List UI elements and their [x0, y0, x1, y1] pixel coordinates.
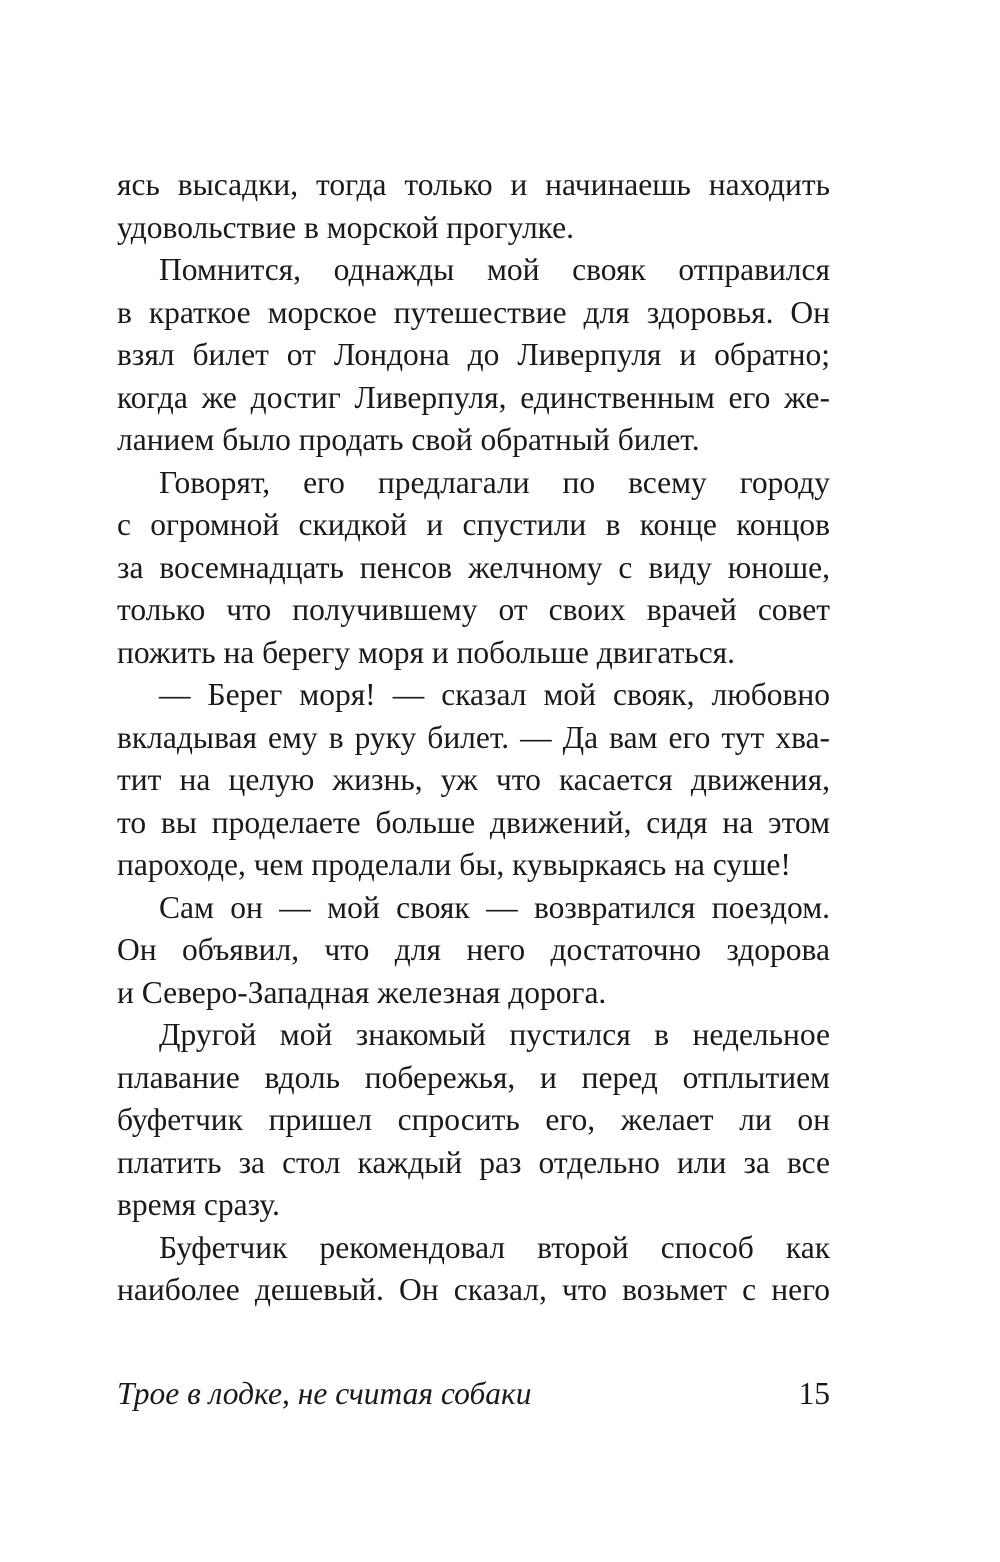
text-line: Говорят, его предлагали по всему городу — [159, 464, 830, 500]
text-line: Помнится, однажды мой свояк отправился — [159, 252, 830, 287]
text-line: вкладывая ему в руку билет. — Да вам его тут хва- — [117, 719, 830, 755]
running-title: Трое в лодке, не считая собаки — [117, 1376, 532, 1411]
text-line: ланием было продать свой обратный билет. — [117, 422, 700, 457]
text-line: — Берег моря! — сказал мой свояк, любовно — [159, 677, 830, 712]
text-line: Буфетчик рекомендовал второй способ как — [159, 1229, 830, 1265]
text-line: ясь высадки, тогда только и начинаешь находить — [117, 167, 830, 202]
text-line: наиболее дешевый. Он сказал, что возьмет с него — [117, 1272, 830, 1307]
text-line: Другой мой знакомый пустился в недельное — [159, 1017, 830, 1052]
text-line: буфетчик пришел спросить его, желает ли он — [117, 1102, 830, 1137]
page-footer — [117, 1372, 830, 1416]
page-number: 15 — [798, 1376, 830, 1411]
text-line: в краткое морское путешествие для здоровья. Он — [117, 294, 830, 330]
text-line: взял билет от Лондона до Ливерпуля и обратно; — [117, 337, 830, 372]
text-line: только что получившему от своих врачей совет — [117, 592, 830, 627]
text-line: за восемнадцать пенсов желчному с виду юноше, — [117, 549, 830, 585]
body-text — [117, 164, 830, 1312]
text-line: Сам он — мой свояк — возвратился поездом. — [159, 889, 830, 925]
text-line: удовольствие в морской прогулке. — [117, 209, 575, 245]
text-line: пожить на берегу моря и побольше двигаться. — [117, 634, 736, 670]
text-line: тит на целую жизнь, уж что касается движения, — [117, 762, 830, 797]
text-line: платить за стол каждый раз отдельно или за все — [117, 1144, 830, 1180]
text-line: когда же достиг Ливерпуля, единственным его же- — [117, 379, 830, 415]
text-line: плавание вдоль побережья, и перед отплытием — [117, 1059, 830, 1095]
text-line: время сразу. — [117, 1187, 280, 1222]
text-line: Он объявил, что для него достаточно здорова — [117, 932, 830, 967]
text-line: и Северо-Западная железная дорога. — [117, 974, 607, 1010]
text-line: с огромной скидкой и спустили в конце концов — [117, 507, 830, 542]
text-line: пароходе, чем проделали бы, кувыркаясь на суше! — [117, 847, 791, 882]
text-line: то вы проделаете больше движений, сидя на этом — [117, 804, 830, 840]
